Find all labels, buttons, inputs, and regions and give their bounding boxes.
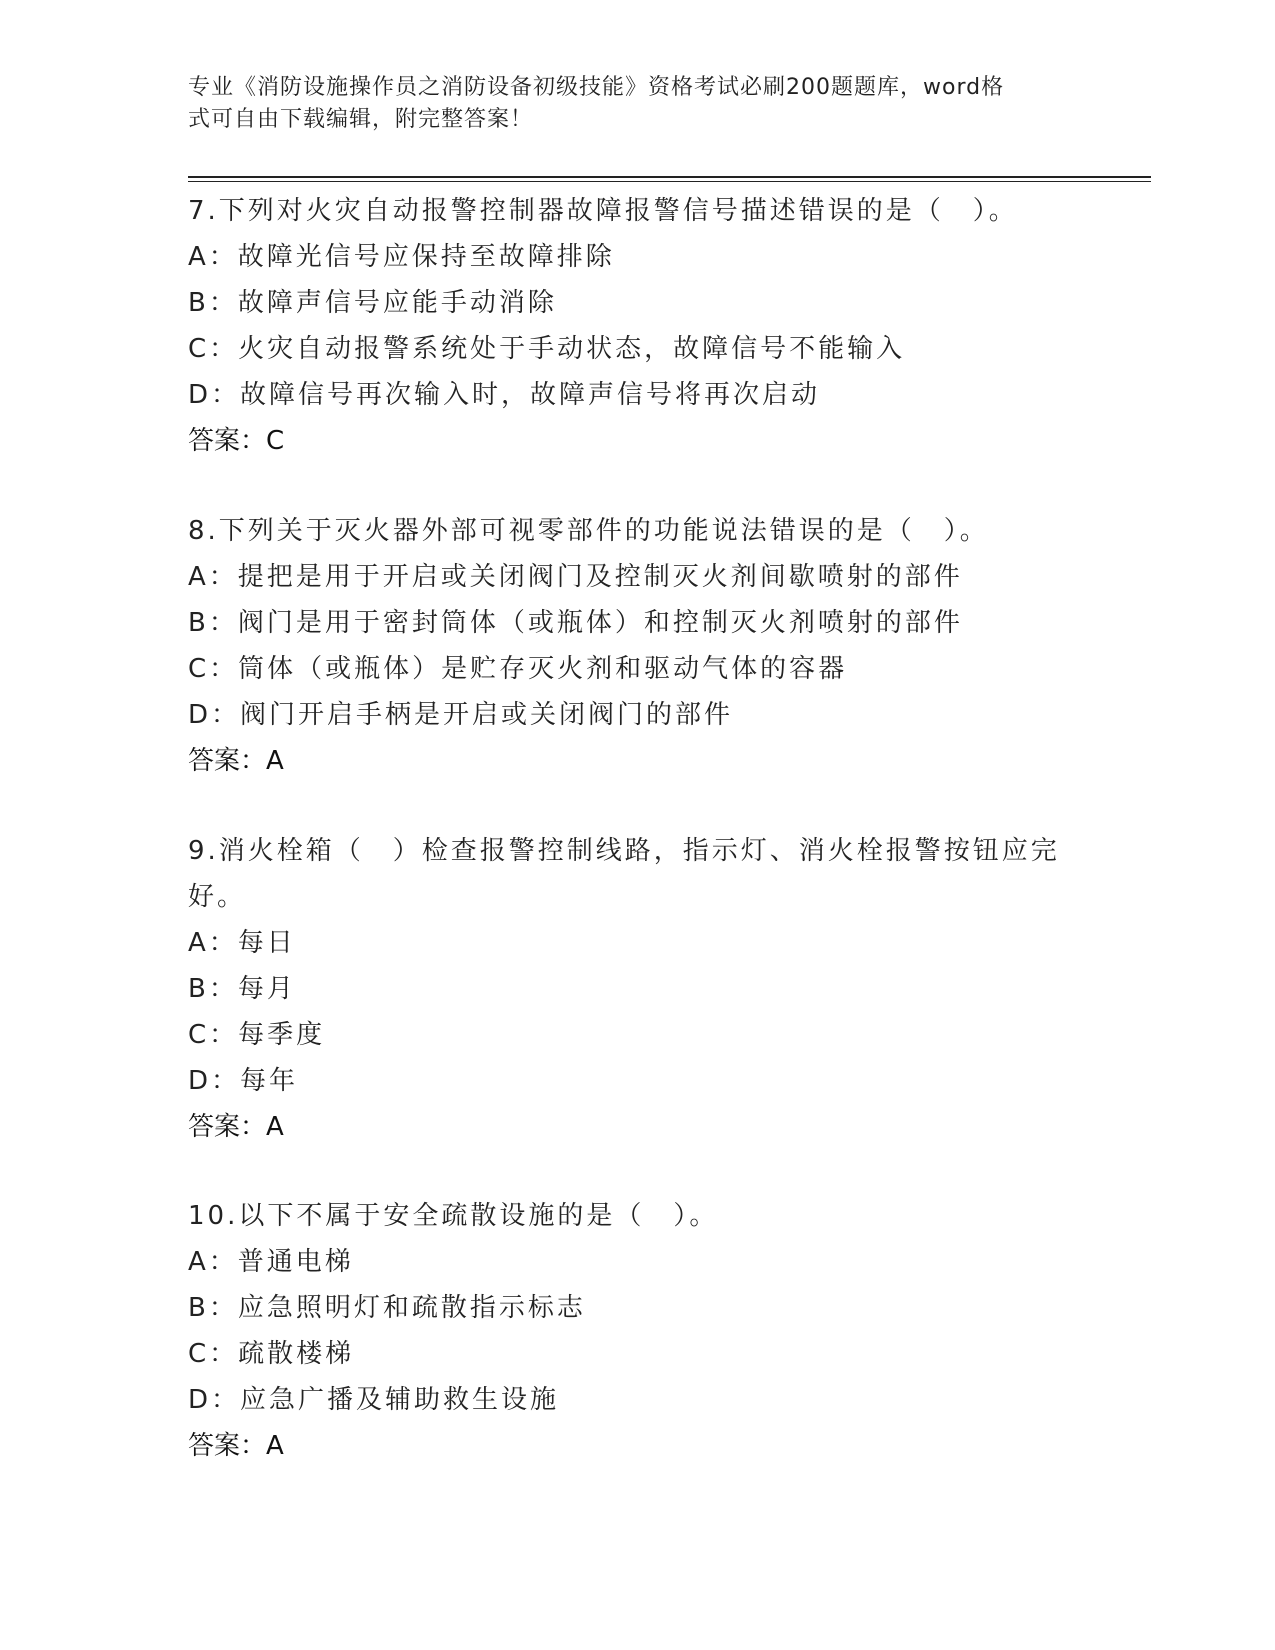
answer-line: 答案：A (188, 1112, 284, 1142)
option-a: A：故障光信号应保持至故障排除 (188, 242, 615, 272)
option-b: B：每月 (188, 974, 296, 1004)
option-d: D：应急广播及辅助救生设施 (188, 1385, 560, 1415)
question-stem: 7.下列对火灾自动报警控制器故障报警信号描述错误的是（ ）。 (188, 196, 1018, 226)
option-b: B：故障声信号应能手动消除 (188, 288, 557, 318)
question-8 (188, 508, 1068, 784)
option-d: D：阀门开启手柄是开启或关闭阀门的部件 (188, 700, 734, 730)
document-header (188, 72, 1088, 136)
option-a: A：每日 (188, 928, 296, 958)
question-7 (188, 188, 1068, 464)
question-10 (188, 1193, 1068, 1469)
option-b: B：阀门是用于密封筒体（或瓶体）和控制灭火剂喷射的部件 (188, 608, 963, 638)
header-line-1: 专业《消防设施操作员之消防设备初级技能》资格考试必刷200题题库，word格 (188, 75, 1005, 100)
option-c: C：每季度 (188, 1020, 326, 1050)
question-stem-line-1: 9.消火栓箱（ ）检查报警控制线路，指示灯、消火栓报警按钮应完 (188, 836, 1060, 866)
option-d: D：故障信号再次输入时，故障声信号将再次启动 (188, 380, 821, 410)
option-c: C：疏散楼梯 (188, 1339, 355, 1369)
question-stem: 10.以下不属于安全疏散设施的是（ ）。 (188, 1201, 719, 1231)
question-stem-line-2: 好。 (188, 882, 247, 912)
option-a: A：普通电梯 (188, 1247, 354, 1277)
answer-line: 答案：A (188, 1431, 284, 1461)
option-d: D：每年 (188, 1066, 299, 1096)
question-stem: 8.下列关于灭火器外部可视零部件的功能说法错误的是（ ）。 (188, 516, 989, 546)
header-divider (188, 176, 1151, 182)
option-c: C：火灾自动报警系统处于手动状态，故障信号不能输入 (188, 334, 906, 364)
option-a: A：提把是用于开启或关闭阀门及控制灭火剂间歇喷射的部件 (188, 562, 963, 592)
header-line-2: 式可自由下载编辑，附完整答案！ (188, 107, 534, 132)
option-c: C：筒体（或瓶体）是贮存灭火剂和驱动气体的容器 (188, 654, 848, 684)
answer-line: 答案：A (188, 746, 284, 776)
question-9 (188, 828, 1068, 1150)
answer-line: 答案：C (188, 426, 285, 456)
option-b: B：应急照明灯和疏散指示标志 (188, 1293, 586, 1323)
